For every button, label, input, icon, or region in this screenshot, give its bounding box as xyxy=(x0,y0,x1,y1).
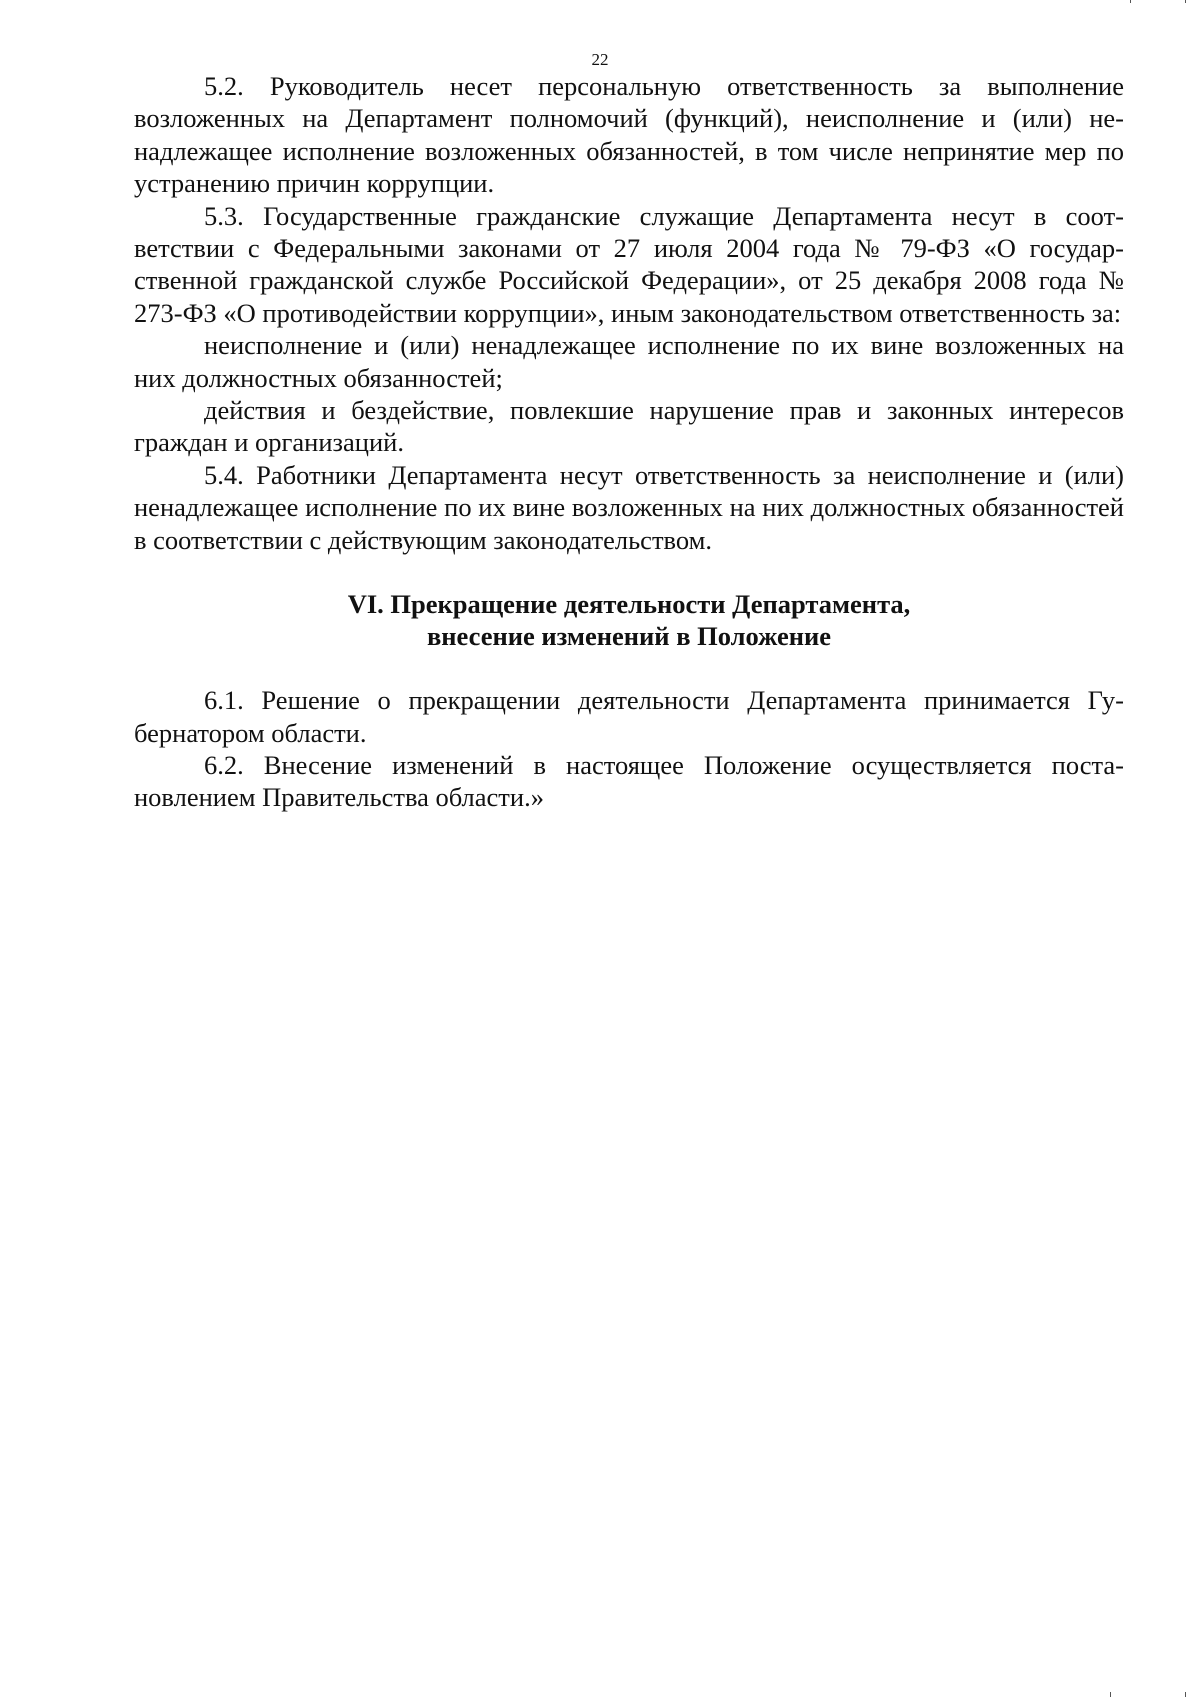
scan-mark-bottom-right xyxy=(1110,1692,1111,1697)
paragraph-6-1: 6.1. Решение о прекращении деятельности Департамента принимается Губернатором области. xyxy=(134,685,1124,748)
scan-mark-bottom-right-2 xyxy=(1185,1692,1186,1697)
scan-mark-top-right xyxy=(1130,0,1131,3)
paragraph-5-3-item-1: неисполнение и (или) ненадлежащее исполнение по их вине возложенных на них должностных обязанностей; xyxy=(134,330,1124,393)
section-heading-line-1: VI. Прекращение деятельности Департамента, xyxy=(347,589,911,620)
paragraph-6-2: 6.2. Внесение изменений в настоящее Положение осуществляется постановлением Правительства области.» xyxy=(134,749,1124,813)
document-body xyxy=(134,70,1124,814)
paragraph-5-3-item-2: действия и бездействие, повлекшие нарушение прав и законных интересов граждан и организаций. xyxy=(134,395,1124,458)
section-heading-line-2: внесение изменений в Положение xyxy=(426,621,832,652)
scan-mark-top-right-2 xyxy=(1185,0,1186,3)
page-number: 22 xyxy=(591,50,609,69)
section-heading xyxy=(134,588,1124,652)
paragraph-5-3: 5.3. Государственные гражданские служащие Департамента несут в соответствии с Федеральными законами от 27 июля 2004 года № 79-ФЗ «О государственной гражданской службе Российской Федерации», от 25 декабря 2008 года № 273-ФЗ «О противодействии коррупции», иным законодательством ответственность за: xyxy=(134,200,1124,328)
paragraph-5-2: 5.2. Руководитель несет персональную ответственность за выполнение возложенных на Департамент полномочий (функций), неисполнение и (или) ненадлежащее исполнение возложенных обязанностей, в том числе непринятие мер по устранению причин коррупции. xyxy=(134,71,1124,199)
paragraph-5-4: 5.4. Работники Департамента несут ответственность за неисполнение и (или) ненадлежащее исполнение по их вине возложенных на них должностных обязанностей в соответствии с действующим законодательством. xyxy=(134,459,1124,555)
